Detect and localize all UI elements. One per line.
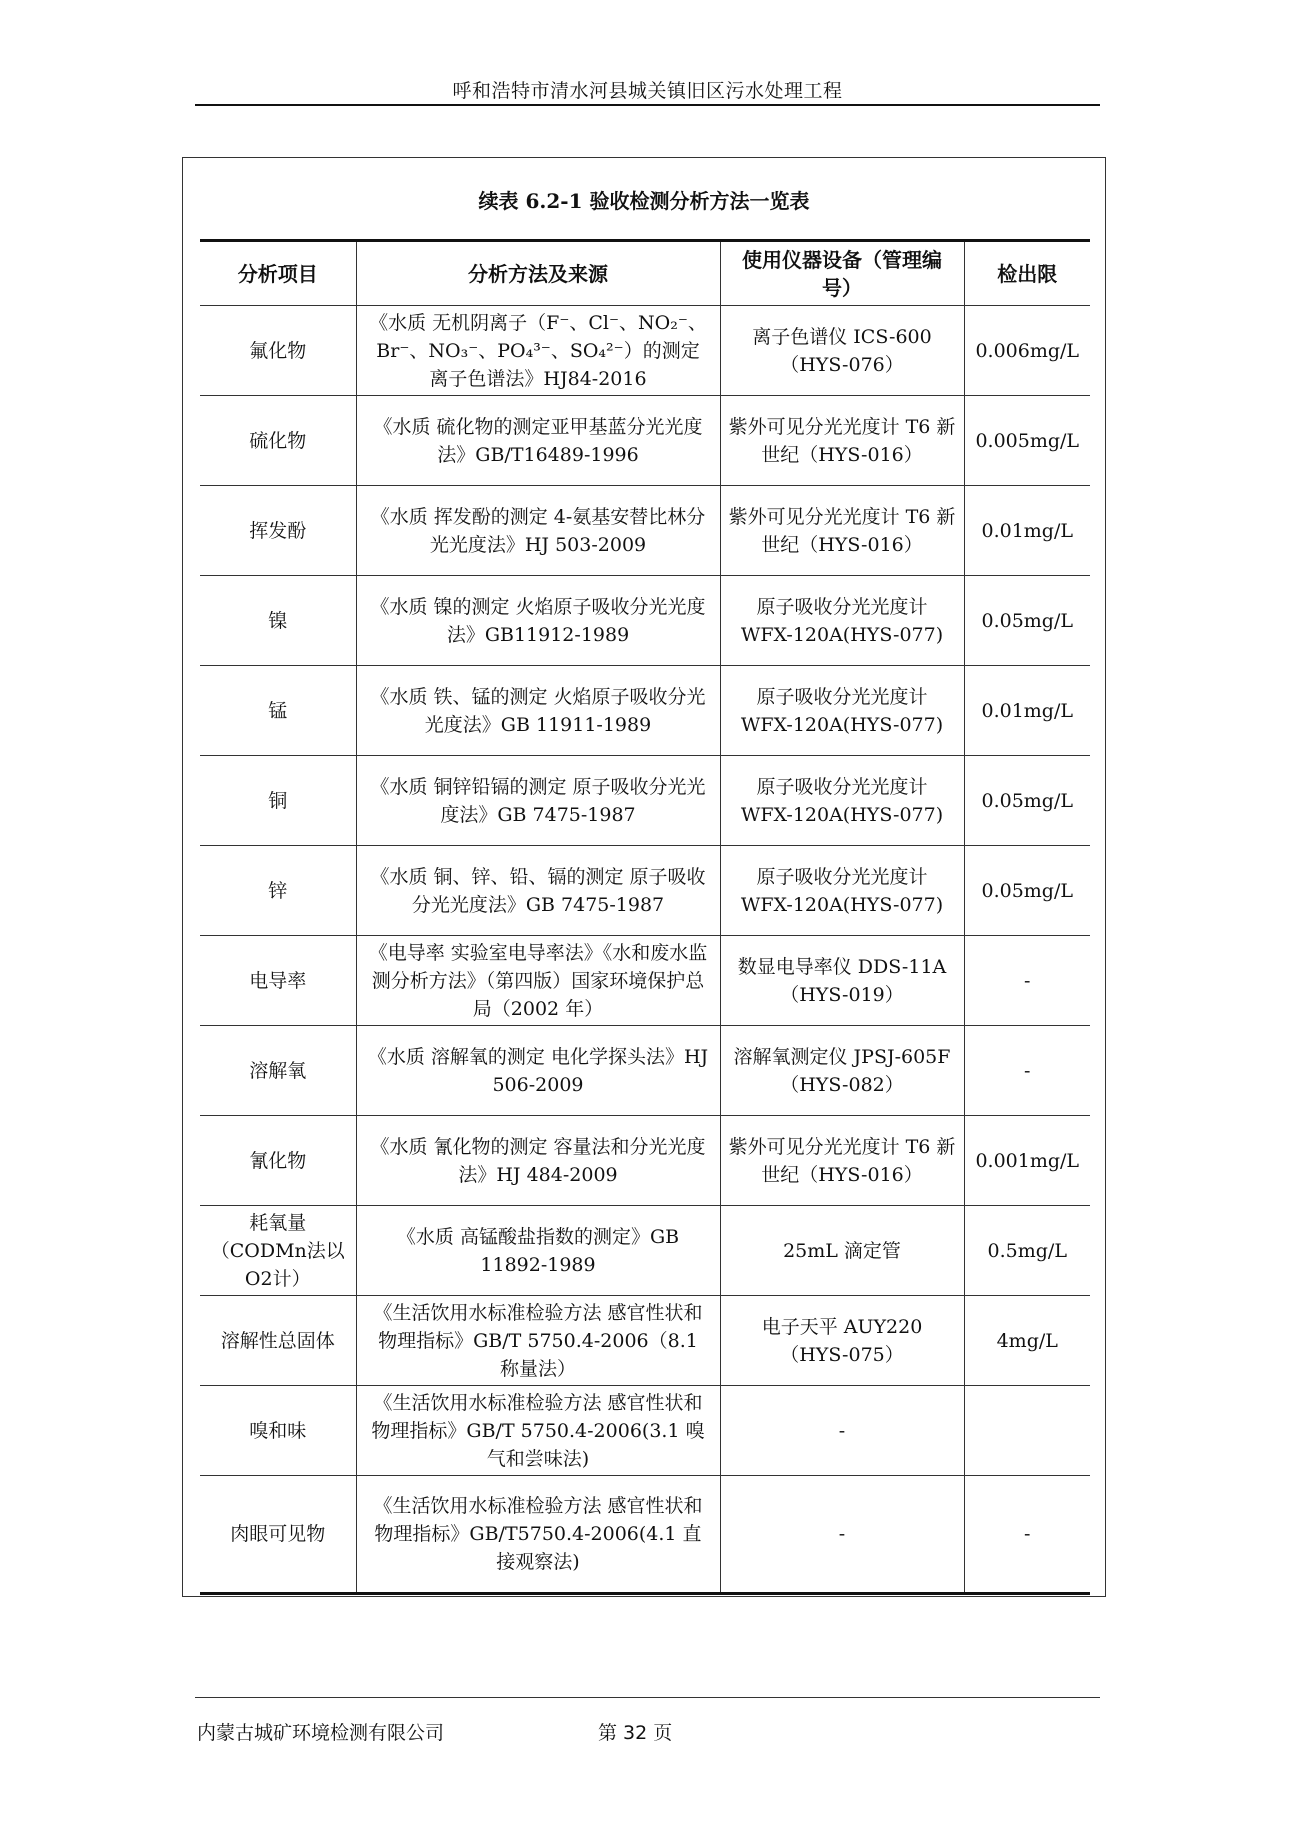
instrument-cell: 原子吸收分光光度计 WFX-120A(HYS-077)	[720, 756, 964, 846]
method-cell: 《电导率 实验室电导率法》《水和废水监测分析方法》（第四版）国家环境保护总局（2002 年）	[356, 936, 720, 1026]
instrument-cell: 25mL 滴定管	[720, 1206, 964, 1296]
limit-cell: 0.006mg/L	[964, 306, 1090, 396]
table-row	[200, 1386, 1090, 1476]
limit-cell: 0.5mg/L	[964, 1206, 1090, 1296]
table-row	[200, 576, 1090, 666]
column-header-instrument: 使用仪器设备（管理编号）	[720, 241, 964, 306]
instrument-cell: 数显电导率仪 DDS-11A（HYS-019）	[720, 936, 964, 1026]
limit-cell: 0.05mg/L	[964, 576, 1090, 666]
table-header-row	[200, 241, 1090, 306]
limit-cell	[964, 1386, 1090, 1476]
table-row	[200, 1296, 1090, 1386]
method-cell: 《水质 氰化物的测定 容量法和分光光度法》HJ 484-2009	[356, 1116, 720, 1206]
limit-cell: 0.01mg/L	[964, 486, 1090, 576]
table-row	[200, 1476, 1090, 1594]
table-row	[200, 396, 1090, 486]
method-cell: 《水质 铁、锰的测定 火焰原子吸收分光光度法》GB 11911-1989	[356, 666, 720, 756]
instrument-cell: 原子吸收分光光度计 WFX-120A(HYS-077)	[720, 576, 964, 666]
item-cell: 耗氧量（CODMn法以 O2计）	[200, 1206, 356, 1296]
instrument-cell: 紫外可见分光光度计 T6 新世纪（HYS-016）	[720, 1116, 964, 1206]
method-cell: 《水质 铜、锌、铅、镉的测定 原子吸收分光光度法》GB 7475-1987	[356, 846, 720, 936]
item-cell: 硫化物	[200, 396, 356, 486]
page-header-title: 呼和浩特市清水河县城关镇旧区污水处理工程	[452, 80, 843, 102]
table-row	[200, 846, 1090, 936]
item-cell: 电导率	[200, 936, 356, 1026]
instrument-cell: 离子色谱仪 ICS-600（HYS-076）	[720, 306, 964, 396]
item-cell: 肉眼可见物	[200, 1476, 356, 1594]
item-cell: 氰化物	[200, 1116, 356, 1206]
limit-cell: 4mg/L	[964, 1296, 1090, 1386]
table-row	[200, 936, 1090, 1026]
column-header-method: 分析方法及来源	[356, 241, 720, 306]
item-cell: 镍	[200, 576, 356, 666]
method-cell: 《水质 铜锌铅镉的测定 原子吸收分光光度法》GB 7475-1987	[356, 756, 720, 846]
limit-cell: -	[964, 936, 1090, 1026]
item-cell: 嗅和味	[200, 1386, 356, 1476]
method-cell: 《生活饮用水标准检验方法 感官性状和物理指标》GB/T5750.4-2006(4.1 直接观察法)	[356, 1476, 720, 1594]
limit-cell: -	[964, 1476, 1090, 1594]
header-divider	[195, 104, 1100, 106]
method-cell: 《生活饮用水标准检验方法 感官性状和物理指标》GB/T 5750.4-2006(3.1 嗅气和尝味法)	[356, 1386, 720, 1476]
instrument-cell: -	[720, 1476, 964, 1594]
column-header-item: 分析项目	[200, 241, 356, 306]
table-caption: 续表 6.2-1 验收检测分析方法一览表	[478, 189, 810, 213]
limit-cell: 0.05mg/L	[964, 846, 1090, 936]
instrument-cell: 紫外可见分光光度计 T6 新世纪（HYS-016）	[720, 396, 964, 486]
footer-divider	[195, 1697, 1100, 1698]
instrument-cell: 紫外可见分光光度计 T6 新世纪（HYS-016）	[720, 486, 964, 576]
item-cell: 溶解性总固体	[200, 1296, 356, 1386]
method-cell: 《水质 无机阴离子（F⁻、Cl⁻、NO₂⁻、Br⁻、NO₃⁻、PO₄³⁻、SO₄²⁻）的测定 离子色谱法》HJ84-2016	[356, 306, 720, 396]
limit-cell: 0.01mg/L	[964, 666, 1090, 756]
instrument-cell: -	[720, 1386, 964, 1476]
footer-company: 内蒙古城矿环境检测有限公司	[197, 1722, 445, 1744]
table-row	[200, 486, 1090, 576]
item-cell: 氟化物	[200, 306, 356, 396]
item-cell: 锰	[200, 666, 356, 756]
method-cell: 《水质 高锰酸盐指数的测定》GB 11892-1989	[356, 1206, 720, 1296]
method-cell: 《生活饮用水标准检验方法 感官性状和物理指标》GB/T 5750.4-2006（8.1 称量法）	[356, 1296, 720, 1386]
table-row	[200, 1206, 1090, 1296]
table-row	[200, 666, 1090, 756]
column-header-limit: 检出限	[964, 241, 1090, 306]
item-cell: 锌	[200, 846, 356, 936]
instrument-cell: 原子吸收分光光度计 WFX-120A(HYS-077)	[720, 666, 964, 756]
page-number: 第 32 页	[598, 1722, 673, 1744]
limit-cell: 0.001mg/L	[964, 1116, 1090, 1206]
item-cell: 溶解氧	[200, 1026, 356, 1116]
item-cell: 铜	[200, 756, 356, 846]
method-cell: 《水质 挥发酚的测定 4-氨基安替比林分光光度法》HJ 503-2009	[356, 486, 720, 576]
instrument-cell: 电子天平 AUY220（HYS-075）	[720, 1296, 964, 1386]
table-row	[200, 756, 1090, 846]
table-row	[200, 1026, 1090, 1116]
method-cell: 《水质 硫化物的测定亚甲基蓝分光光度法》GB/T16489-1996	[356, 396, 720, 486]
limit-cell: -	[964, 1026, 1090, 1116]
limit-cell: 0.05mg/L	[964, 756, 1090, 846]
analysis-methods-table	[200, 239, 1090, 1595]
instrument-cell: 原子吸收分光光度计 WFX-120A(HYS-077)	[720, 846, 964, 936]
table-row	[200, 1116, 1090, 1206]
table-row	[200, 306, 1090, 396]
method-cell: 《水质 溶解氧的测定 电化学探头法》HJ 506-2009	[356, 1026, 720, 1116]
method-cell: 《水质 镍的测定 火焰原子吸收分光光度法》GB11912-1989	[356, 576, 720, 666]
limit-cell: 0.005mg/L	[964, 396, 1090, 486]
item-cell: 挥发酚	[200, 486, 356, 576]
instrument-cell: 溶解氧测定仪 JPSJ-605F（HYS-082）	[720, 1026, 964, 1116]
